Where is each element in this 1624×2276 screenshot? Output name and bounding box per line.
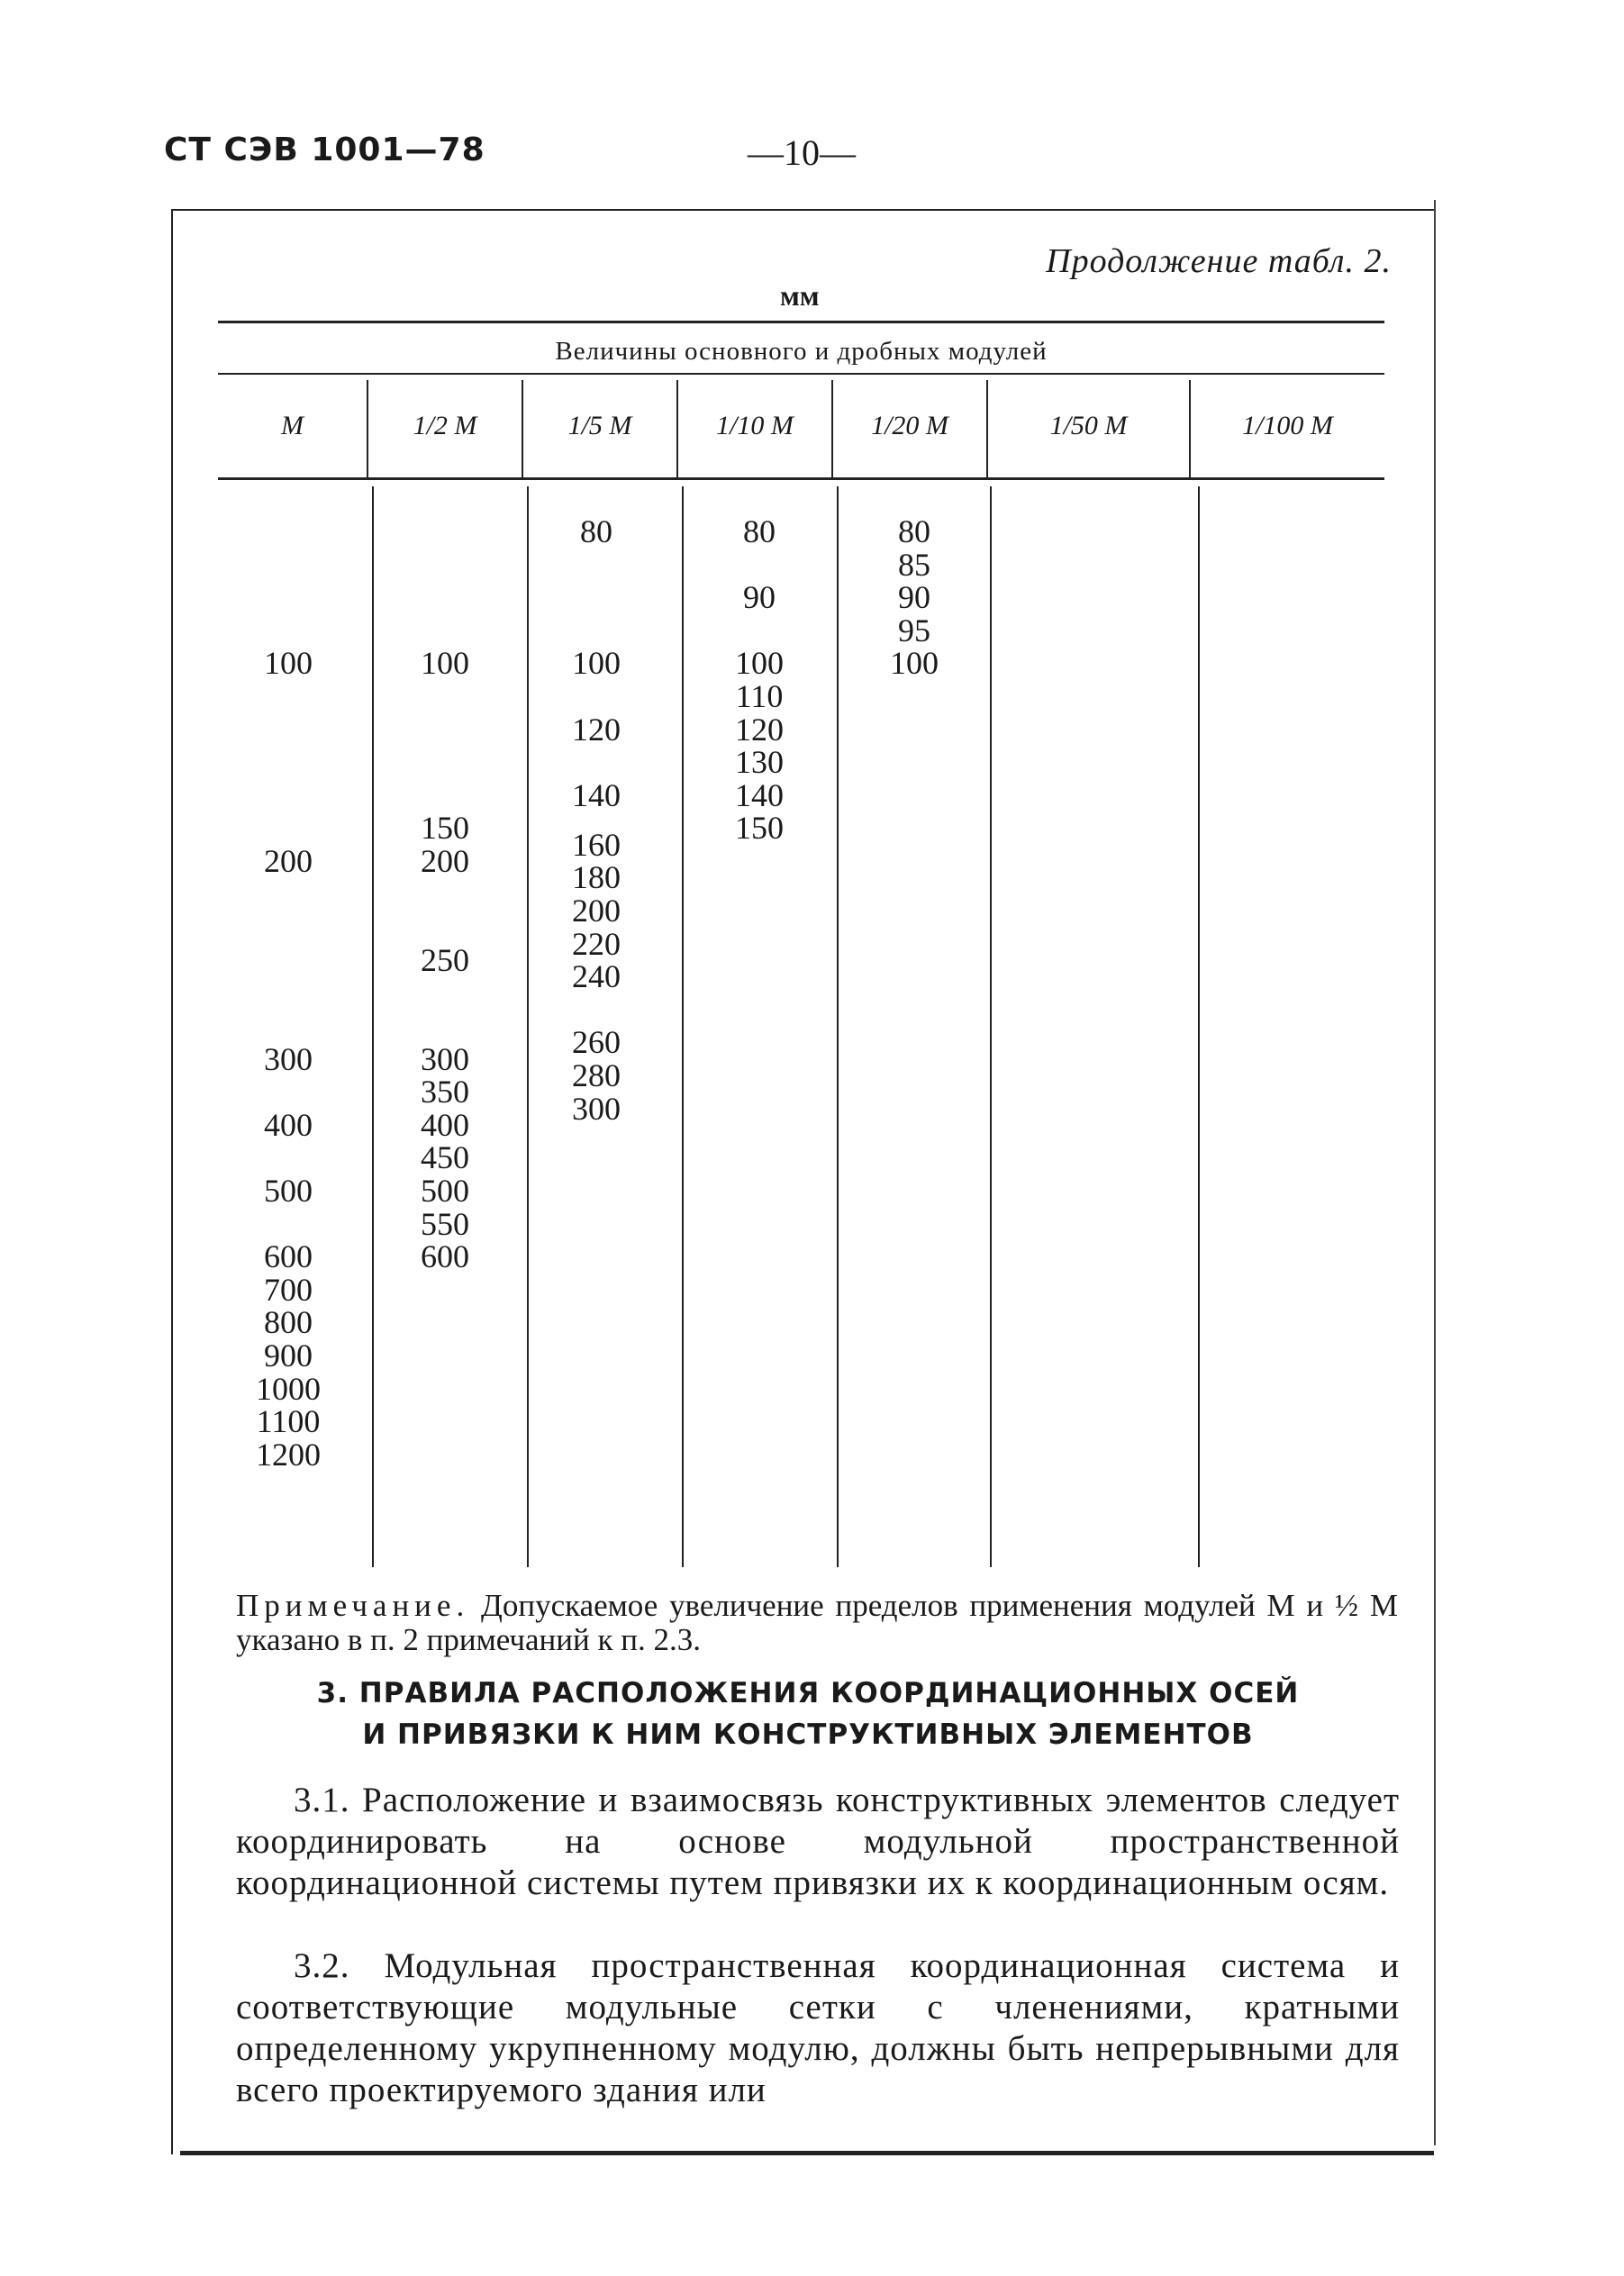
table-header-rule (218, 477, 1384, 480)
table-continuation-label: Продолжение табл. 2. (1046, 242, 1392, 280)
table-note (236, 1589, 1398, 1657)
cell-tenth: 90 (743, 579, 776, 615)
cell-half: 200 (421, 843, 469, 879)
cell-fifth: 220 (572, 926, 621, 962)
cell-m: 1100 (256, 1403, 321, 1439)
cell-half: 150 (421, 810, 469, 846)
cell-twentieth: 80 (898, 513, 930, 549)
column-header-fiftieth (988, 411, 1189, 441)
cell-fifth: 300 (572, 1091, 621, 1127)
cell-half: 450 (421, 1139, 469, 1175)
paragraph-3-2 (236, 1945, 1400, 2111)
paragraph-3-2-text: 3.2. Модульная пространственная координационная система и соответствующие модульные сетки с членениями, кратными определенному укрупненному модулю, должны быть непрерывными для всего проектируемого здания или (236, 1946, 1400, 2109)
section-title-line-2: И ПРИВЯЗКИ К НИМ КОНСТРУКТИВНЫХ ЭЛЕМЕНТОВ (362, 1718, 1254, 1751)
column-header-tenth (678, 411, 831, 441)
column-header-half (368, 411, 522, 441)
cell-m: 1000 (256, 1371, 321, 1407)
cell-half: 300 (421, 1041, 469, 1077)
cell-half: 100 (421, 645, 469, 681)
cell-m: 400 (264, 1107, 313, 1143)
cell-fifth: 140 (572, 777, 621, 813)
cell-twentieth: 90 (898, 579, 930, 615)
note-text: Допускаемое увеличение пределов применения модулей M и ½ M указано в п. 2 примечаний к п. 2.3. (236, 1588, 1398, 1657)
cell-half: 500 (421, 1173, 469, 1209)
cell-fifth: 280 (572, 1057, 621, 1093)
note-label: Примечание. (236, 1588, 470, 1623)
cell-tenth: 120 (735, 712, 784, 748)
cell-m: 500 (264, 1173, 313, 1209)
column-header-hundredth (1191, 411, 1384, 441)
header-divider (522, 380, 523, 477)
cell-half: 400 (421, 1107, 469, 1143)
cell-m: 100 (264, 645, 313, 681)
cell-fifth: 120 (572, 712, 621, 748)
cell-fifth: 200 (572, 893, 621, 929)
cell-half: 600 (421, 1238, 469, 1274)
frame-right-rule (1434, 200, 1436, 2145)
header-divider (831, 380, 833, 477)
paragraph-3-1 (236, 1780, 1400, 1904)
cell-fifth: 80 (580, 513, 612, 549)
cell-tenth: 80 (743, 513, 776, 549)
cell-fifth: 160 (572, 827, 621, 863)
body-divider (1198, 486, 1200, 1567)
cell-m: 1200 (256, 1437, 321, 1473)
cell-fifth: 100 (572, 645, 621, 681)
cell-twentieth: 95 (898, 612, 930, 648)
header-divider (1189, 380, 1191, 477)
cell-m: 800 (264, 1304, 313, 1340)
body-divider (682, 486, 684, 1567)
cell-fifth: 240 (572, 958, 621, 994)
column-header-fifth-label: 1/5 M (567, 411, 632, 440)
table-supertitle: Величины основного и дробных модулей (555, 337, 1048, 366)
column-header-twentieth (833, 411, 986, 441)
cell-fifth: 260 (572, 1024, 621, 1060)
cell-half: 250 (421, 942, 469, 978)
cell-m: 200 (264, 843, 313, 879)
column-header-tenth-label: 1/10 M (716, 411, 794, 440)
page-number: —10— (748, 132, 856, 173)
cell-tenth: 150 (735, 810, 784, 846)
table-supertitle-rule (218, 373, 1384, 375)
column-header-half-label: 1/2 M (413, 411, 477, 440)
cell-tenth: 130 (735, 744, 784, 780)
standard-designation: СТ СЭВ 1001—78 (164, 131, 485, 168)
header-divider (986, 380, 988, 477)
table-unit: мм (780, 279, 820, 312)
column-header-fiftieth-label: 1/50 M (1049, 411, 1128, 440)
column-header-twentieth-label: 1/20 M (871, 411, 948, 440)
cell-half: 350 (421, 1074, 469, 1110)
column-header-m (218, 411, 367, 441)
cell-m: 300 (264, 1041, 313, 1077)
body-divider (837, 486, 839, 1567)
header-divider (676, 380, 678, 477)
column-header-fifth (523, 411, 676, 441)
cell-tenth: 110 (735, 678, 784, 714)
cell-tenth: 100 (735, 645, 784, 681)
cell-half: 550 (421, 1206, 469, 1242)
cell-twentieth: 100 (890, 645, 939, 681)
cell-m: 700 (264, 1272, 313, 1308)
frame-bottom-rule (180, 2151, 1434, 2155)
cell-tenth: 140 (735, 777, 784, 813)
column-header-m-label: M (281, 411, 304, 440)
cell-fifth: 180 (572, 859, 621, 895)
cell-m: 600 (264, 1238, 313, 1274)
body-divider (527, 486, 529, 1567)
cell-m: 900 (264, 1337, 313, 1374)
frame-top-rule (171, 209, 1434, 211)
table-top-rule (218, 321, 1384, 323)
section-title-line-1: 3. ПРАВИЛА РАСПОЛОЖЕНИЯ КООРДИНАЦИОННЫХ ОСЕЙ (316, 1677, 1300, 1709)
frame-left-rule (171, 209, 173, 2154)
body-divider (372, 486, 374, 1567)
body-divider (990, 486, 992, 1567)
paragraph-3-1-text: 3.1. Расположение и взаимосвязь конструктивных элементов следует координировать на основе модульной пространственной координационной системы путем привязки их к координационным осям. (236, 1781, 1400, 1902)
column-header-hundredth-label: 1/100 M (1242, 411, 1333, 440)
header-divider (367, 380, 368, 477)
cell-twentieth: 85 (898, 547, 930, 583)
